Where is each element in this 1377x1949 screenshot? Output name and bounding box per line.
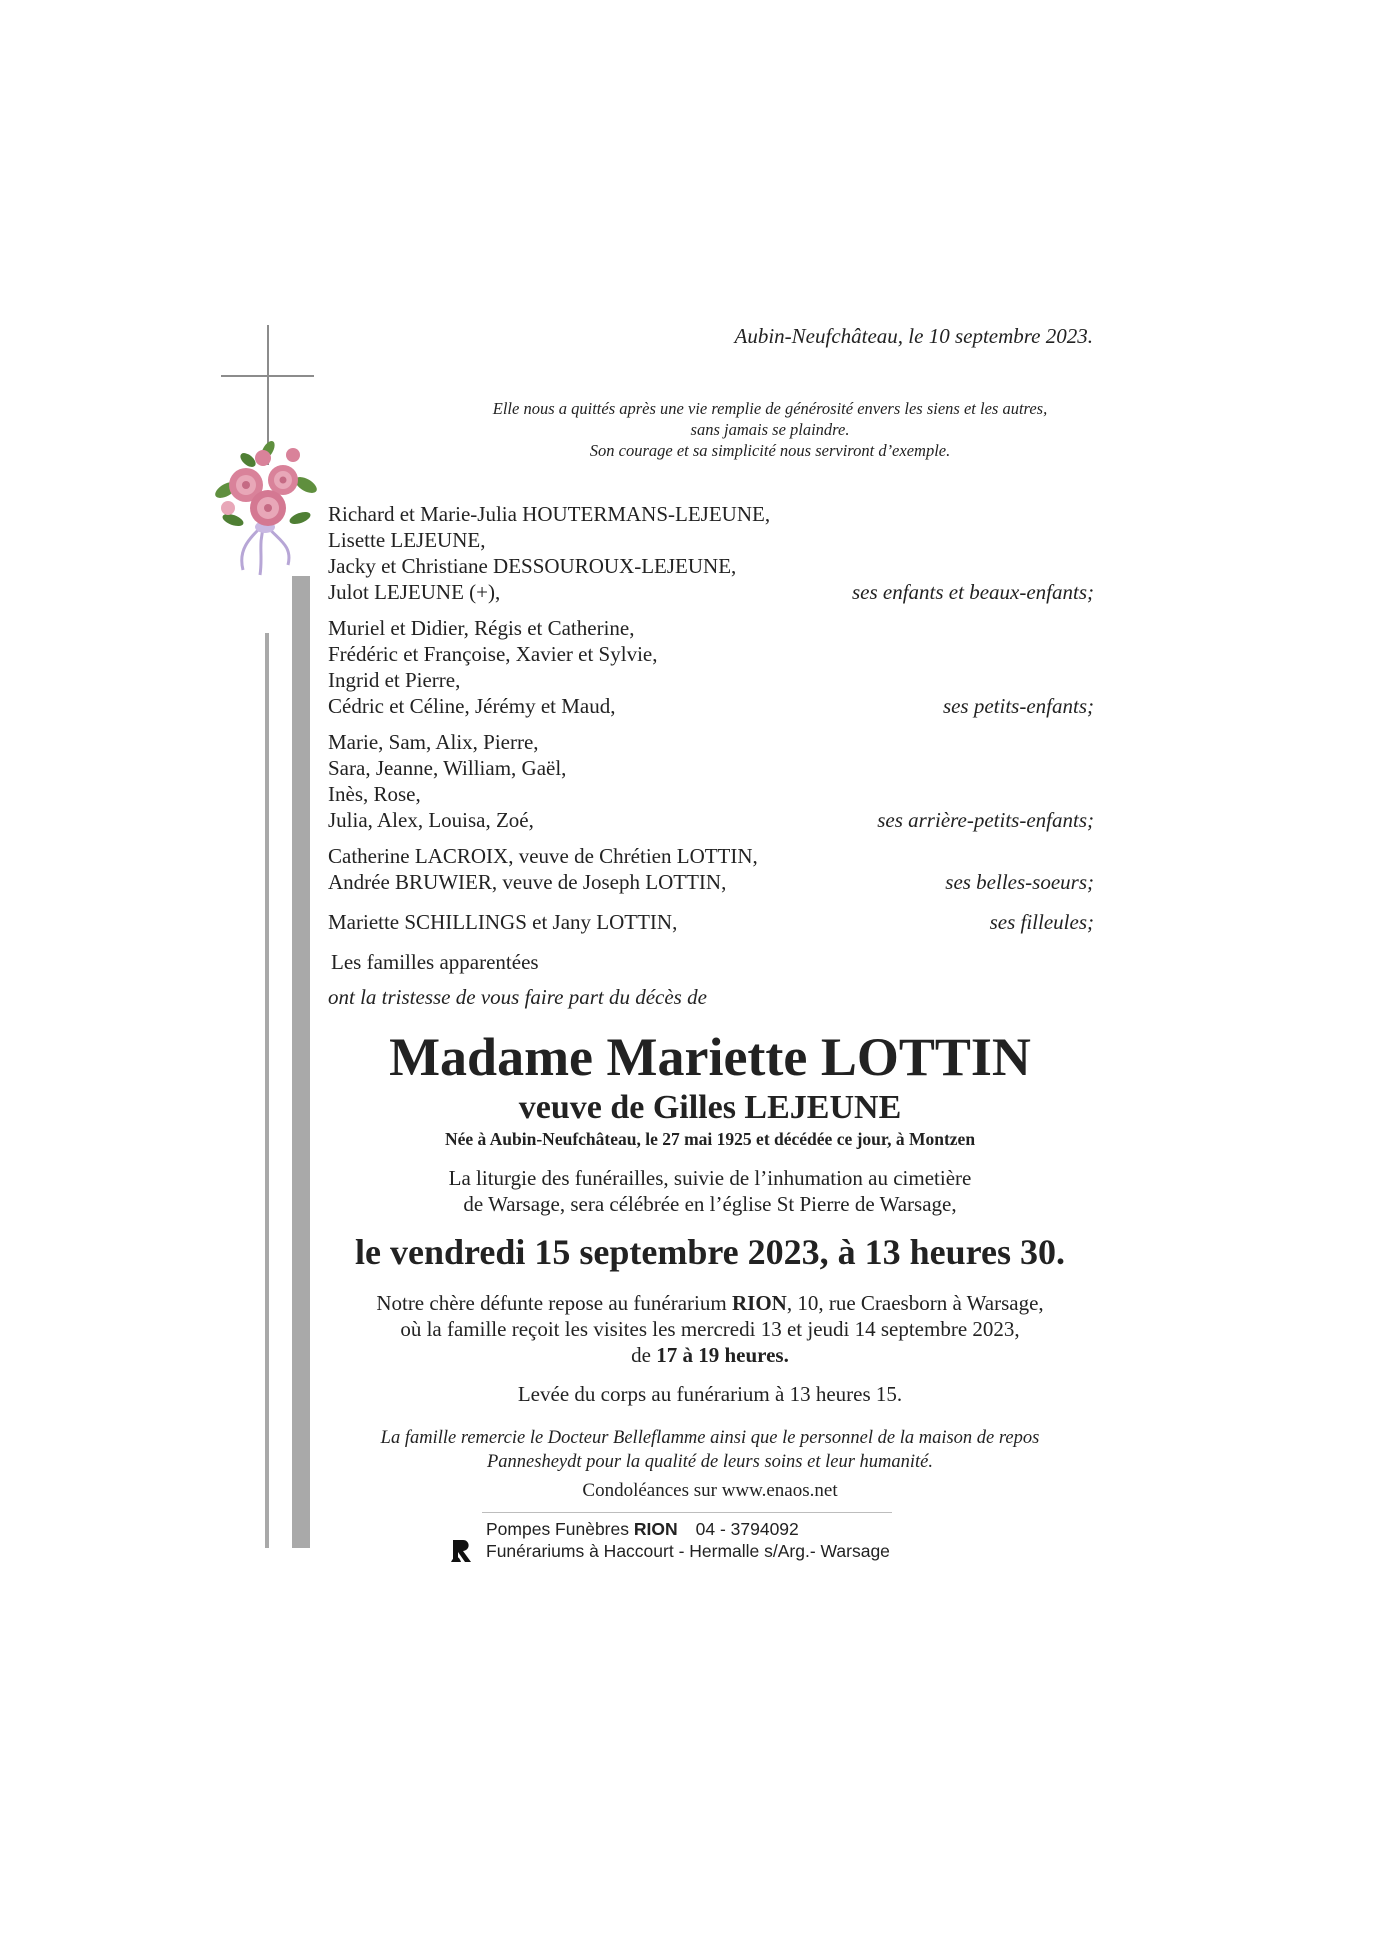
- rion-logo-icon: [449, 1536, 475, 1564]
- family-role: ses arrière-petits-enfants;: [877, 808, 1094, 832]
- thanks-line: Pannesheydt pour la qualité de leurs soins et leur humanité.: [487, 1452, 933, 1472]
- liturgy-info: [330, 1165, 1090, 1217]
- quote-line: Elle nous a quittés après une vie remplie de générosité envers les siens et les autres,: [492, 399, 1048, 418]
- liturgy-line: de Warsage, sera célébrée en l’église St Pierre de Warsage,: [463, 1192, 957, 1216]
- repose-line: [330, 1290, 1090, 1316]
- memorial-quote: [420, 398, 1120, 461]
- family-line: Julia, Alex, Louisa, Zoé,: [328, 808, 534, 832]
- family-role: ses enfants et beaux-enfants;: [851, 580, 1094, 604]
- roses-bouquet-icon: [208, 430, 323, 580]
- family-line: Cédric et Céline, Jérémy et Maud,: [328, 694, 616, 718]
- family-role: ses filleules;: [989, 910, 1094, 934]
- repose-line: où la famille reçoit les visites les mercredi 13 et jeudi 14 septembre 2023,: [400, 1317, 1020, 1341]
- thanks-note: [330, 1426, 1090, 1474]
- decorative-thin-bar: [265, 633, 269, 1548]
- family-line: Inès, Rose,: [328, 782, 421, 806]
- decorative-thick-bar: [292, 576, 310, 1548]
- condolences-link[interactable]: Condoléances sur www.enaos.net: [582, 1480, 838, 1501]
- announcement-line: ont la tristesse de vous faire part du décès de: [328, 985, 707, 1009]
- widow-of: veuve de Gilles LEJEUNE: [518, 1089, 902, 1126]
- family-line: Richard et Marie-Julia HOUTERMANS-LEJEUNE,: [328, 502, 771, 526]
- funeral-home-line: [486, 1518, 890, 1540]
- family-line: Jacky et Christiane DESSOUROUX-LEJEUNE,: [328, 554, 737, 578]
- family-group-children: [328, 501, 1094, 605]
- funeral-home-locations: Funérariums à Haccourt - Hermalle s/Arg.- Warsage: [486, 1541, 890, 1561]
- family-group-grandchildren: [328, 615, 1094, 719]
- repose-text: de: [631, 1343, 657, 1367]
- repose-text: , 10, rue Craesborn à Warsage,: [786, 1291, 1044, 1315]
- repose-info: [330, 1290, 1090, 1368]
- family-group-sisters-in-law: [328, 843, 1094, 895]
- family-line: Muriel et Didier, Régis et Catherine,: [328, 616, 635, 640]
- funeral-home-info: [486, 1518, 890, 1562]
- ceremony-datetime: le vendredi 15 septembre 2023, à 13 heures 30.: [355, 1232, 1065, 1272]
- family-line: Catherine LACROIX, veuve de Chrétien LOTTIN,: [328, 844, 758, 868]
- family-line: Frédéric et Françoise, Xavier et Sylvie,: [328, 642, 658, 666]
- levee-info: Levée du corps au funérarium à 13 heures 15.: [517, 1382, 903, 1406]
- divider: [482, 1512, 892, 1513]
- family-role: ses petits-enfants;: [942, 694, 1094, 718]
- visiting-hours: 17 à 19 heures.: [656, 1343, 789, 1367]
- liturgy-line: La liturgie des funérailles, suivie de l’inhumation au cimetière: [448, 1166, 972, 1190]
- family-line: Julot LEJEUNE (+),: [328, 580, 501, 604]
- family-group-great-grandchildren: [328, 729, 1094, 833]
- family-line: Ingrid et Pierre,: [328, 668, 461, 692]
- family-role: ses belles-soeurs;: [945, 870, 1094, 894]
- family-line: Sara, Jeanne, William, Gaël,: [328, 756, 567, 780]
- birth-death-info: Née à Aubin-Neufchâteau, le 27 mai 1925 et décédée ce jour, à Montzen: [444, 1129, 976, 1149]
- family-line: Mariette SCHILLINGS et Jany LOTTIN,: [328, 910, 678, 934]
- repose-text: Notre chère défunte repose au funérarium: [376, 1291, 732, 1315]
- funeral-home-name: RION: [731, 1291, 787, 1315]
- family-group-goddaughters: [328, 909, 1094, 935]
- funeral-home-phone: 04 - 3794092: [695, 1519, 799, 1539]
- family-line: Andrée BRUWIER, veuve de Joseph LOTTIN,: [328, 870, 727, 894]
- deceased-name: Madame Mariette LOTTIN: [389, 1027, 1031, 1087]
- funeral-home-prefix: Pompes Funèbres: [486, 1519, 629, 1539]
- funeral-home-brand: RION: [633, 1519, 678, 1539]
- cross-horizontal-line: [221, 375, 314, 377]
- place-date: Aubin-Neufchâteau, le 10 septembre 2023.: [734, 324, 1093, 348]
- families-related: Les familles apparentées: [331, 950, 539, 974]
- quote-line: Son courage et sa simplicité nous serviront d’exemple.: [589, 441, 951, 460]
- family-line: Lisette LEJEUNE,: [328, 528, 486, 552]
- thanks-line: La famille remercie le Docteur Belleflamme ainsi que le personnel de la maison de repos: [380, 1428, 1040, 1448]
- family-line: Marie, Sam, Alix, Pierre,: [328, 730, 539, 754]
- quote-line: sans jamais se plaindre.: [690, 420, 850, 439]
- repose-line: [330, 1342, 1090, 1368]
